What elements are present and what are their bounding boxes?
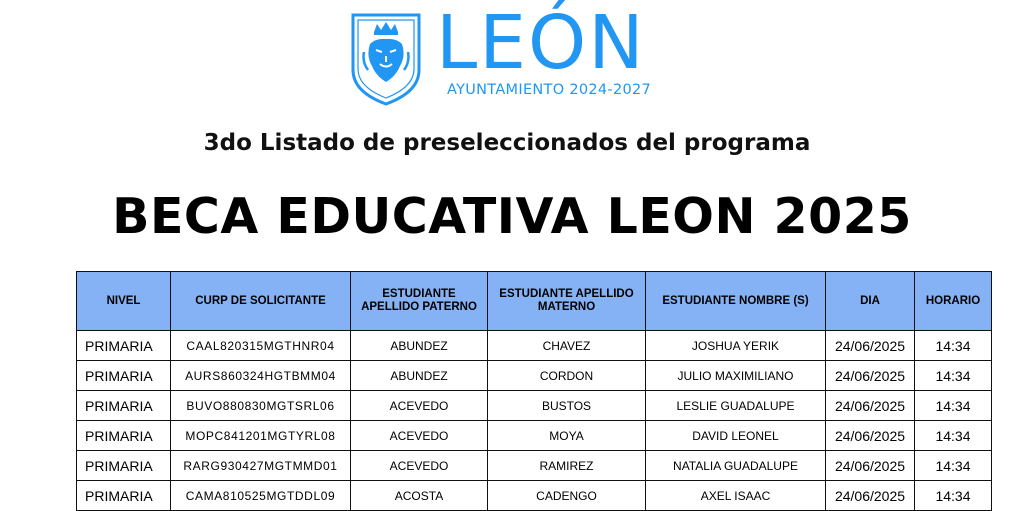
cell-horario: 14:34: [915, 361, 992, 391]
table-row: [77, 481, 992, 511]
column-header-apellido-paterno: ESTUDIANTE APELLIDO PATERNO: [351, 272, 488, 331]
cell-apellido-materno: CORDON: [488, 361, 646, 391]
cell-apellido-paterno: ACEVEDO: [351, 391, 488, 421]
cell-apellido-materno: MOYA: [488, 421, 646, 451]
cell-dia: 24/06/2025: [826, 481, 915, 511]
cell-curp: CAAL820315MGTHNR04: [171, 331, 351, 361]
table-row: [77, 361, 992, 391]
cell-apellido-paterno: ABUNDEZ: [351, 361, 488, 391]
beneficiaries-table: [76, 271, 992, 511]
cell-curp: BUVO880830MGTSRL06: [171, 391, 351, 421]
cell-curp: MOPC841201MGTYRL08: [171, 421, 351, 451]
column-header-curp: CURP DE SOLICITANTE: [171, 272, 351, 331]
column-header-horario: HORARIO: [915, 272, 992, 331]
cell-apellido-paterno: ACEVEDO: [351, 451, 488, 481]
column-header-apellido-materno: ESTUDIANTE APELLIDO MATERNO: [488, 272, 646, 331]
document-subtitle: 3do Listado de preseleccionados del programa: [203, 130, 811, 156]
cell-dia: 24/06/2025: [826, 451, 915, 481]
cell-apellido-paterno: ACOSTA: [351, 481, 488, 511]
table-row: [77, 421, 992, 451]
column-header-dia: DIA: [826, 272, 915, 331]
cell-nivel: PRIMARIA: [77, 421, 171, 451]
table-row: [77, 391, 992, 421]
lion-shield-icon: [350, 12, 422, 106]
cell-curp: AURS860324HGTBMM04: [171, 361, 351, 391]
cell-curp: RARG930427MGTMMD01: [171, 451, 351, 481]
cell-nombre: NATALIA GUADALUPE: [646, 451, 826, 481]
cell-nivel: PRIMARIA: [77, 361, 171, 391]
cell-nombre: AXEL ISAAC: [646, 481, 826, 511]
cell-apellido-materno: CHAVEZ: [488, 331, 646, 361]
cell-apellido-materno: BUSTOS: [488, 391, 646, 421]
page-header: [0, 0, 1024, 110]
cell-dia: 24/06/2025: [826, 421, 915, 451]
brand-name: LEÓN: [436, 0, 646, 86]
table-row: [77, 331, 992, 361]
cell-nivel: PRIMARIA: [77, 451, 171, 481]
cell-horario: 14:34: [915, 331, 992, 361]
table-header-row: [77, 272, 992, 331]
cell-apellido-materno: RAMIREZ: [488, 451, 646, 481]
table-row: [77, 451, 992, 481]
column-header-nombre: ESTUDIANTE NOMBRE (S): [646, 272, 826, 331]
cell-nivel: PRIMARIA: [77, 391, 171, 421]
cell-curp: CAMA810525MGTDDL09: [171, 481, 351, 511]
column-header-nivel: NIVEL: [77, 272, 171, 331]
cell-dia: 24/06/2025: [826, 361, 915, 391]
brand-subtitle: AYUNTAMIENTO 2024-2027: [447, 82, 652, 98]
cell-nivel: PRIMARIA: [77, 331, 171, 361]
cell-nombre: LESLIE GUADALUPE: [646, 391, 826, 421]
cell-horario: 14:34: [915, 421, 992, 451]
cell-apellido-paterno: ACEVEDO: [351, 421, 488, 451]
cell-nombre: DAVID LEONEL: [646, 421, 826, 451]
cell-dia: 24/06/2025: [826, 391, 915, 421]
cell-apellido-paterno: ABUNDEZ: [351, 331, 488, 361]
cell-horario: 14:34: [915, 391, 992, 421]
cell-nombre: JOSHUA YERIK: [646, 331, 826, 361]
cell-nombre: JULIO MAXIMILIANO: [646, 361, 826, 391]
cell-apellido-materno: CADENGO: [488, 481, 646, 511]
cell-horario: 14:34: [915, 481, 992, 511]
cell-dia: 24/06/2025: [826, 331, 915, 361]
cell-nivel: PRIMARIA: [77, 481, 171, 511]
document-title: BECA EDUCATIVA LEON 2025: [112, 188, 912, 245]
cell-horario: 14:34: [915, 451, 992, 481]
